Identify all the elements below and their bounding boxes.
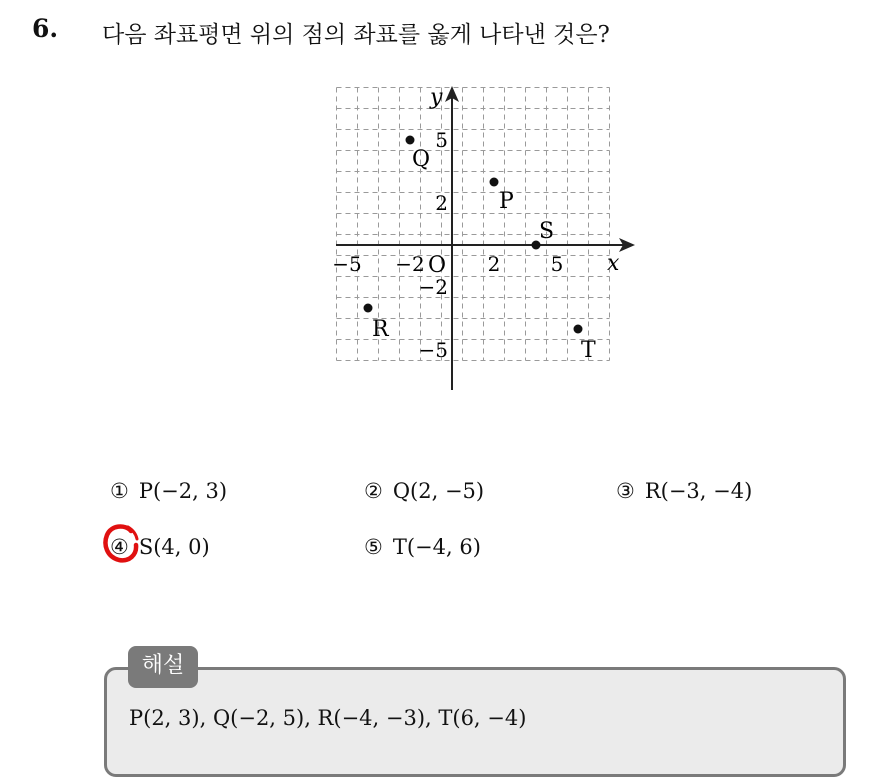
point-r [364, 304, 373, 313]
choice-text: R(−3, −4) [644, 479, 753, 503]
point-label-r: R [372, 317, 389, 342]
y-tick-label: 5 [435, 128, 448, 152]
choice-2[interactable] [364, 479, 484, 503]
point-label-t: T [581, 338, 596, 363]
x-axis-label: x [607, 251, 620, 276]
y-tick-label: 2 [435, 191, 448, 215]
y-tick-label: −2 [418, 275, 448, 299]
x-tick-label: −5 [332, 252, 362, 276]
explanation-box [104, 667, 846, 777]
x-tick-label: 5 [550, 252, 564, 276]
question-number: 6. [32, 14, 59, 43]
choice-5[interactable] [364, 535, 481, 559]
choice-text: P(−2, 3) [138, 479, 228, 503]
choice-marker: ④ [110, 535, 129, 559]
correct-answer-circle-icon [103, 523, 139, 563]
explanation-tab [128, 646, 198, 688]
choice-3[interactable] [616, 479, 752, 503]
choice-marker: ⑤ [364, 535, 383, 559]
choice-1[interactable] [110, 479, 227, 503]
point-label-s: S [539, 219, 555, 244]
coordinate-plane [326, 84, 646, 394]
choice-text: T(−4, 6) [392, 535, 481, 559]
choice-marker: ② [364, 479, 383, 503]
origin-label: O [428, 253, 447, 278]
y-tick-label: −5 [418, 338, 448, 362]
choice-marker: ① [110, 479, 129, 503]
point-label-q: Q [412, 147, 431, 172]
x-tick-label: 2 [487, 252, 501, 276]
point-label-p: P [499, 189, 514, 214]
choice-text: S(4, 0) [138, 535, 210, 559]
question-text: 다음 좌표평면 위의 점의 좌표를 옳게 나타낸 것은? [102, 22, 610, 48]
y-axis-label: y [430, 85, 443, 110]
choice-marker: ③ [616, 479, 635, 503]
point-p [490, 178, 499, 187]
choice-text: Q(2, −5) [392, 479, 485, 503]
point-t [574, 325, 583, 334]
x-axis [336, 238, 635, 252]
point-q [406, 136, 415, 145]
explanation-text: P(2, 3), Q(−2, 5), R(−4, −3), T(6, −4) [129, 706, 527, 730]
explanation-title: 해설 [141, 653, 185, 678]
plotted-points [364, 136, 597, 364]
x-tick-label: −2 [395, 252, 425, 276]
